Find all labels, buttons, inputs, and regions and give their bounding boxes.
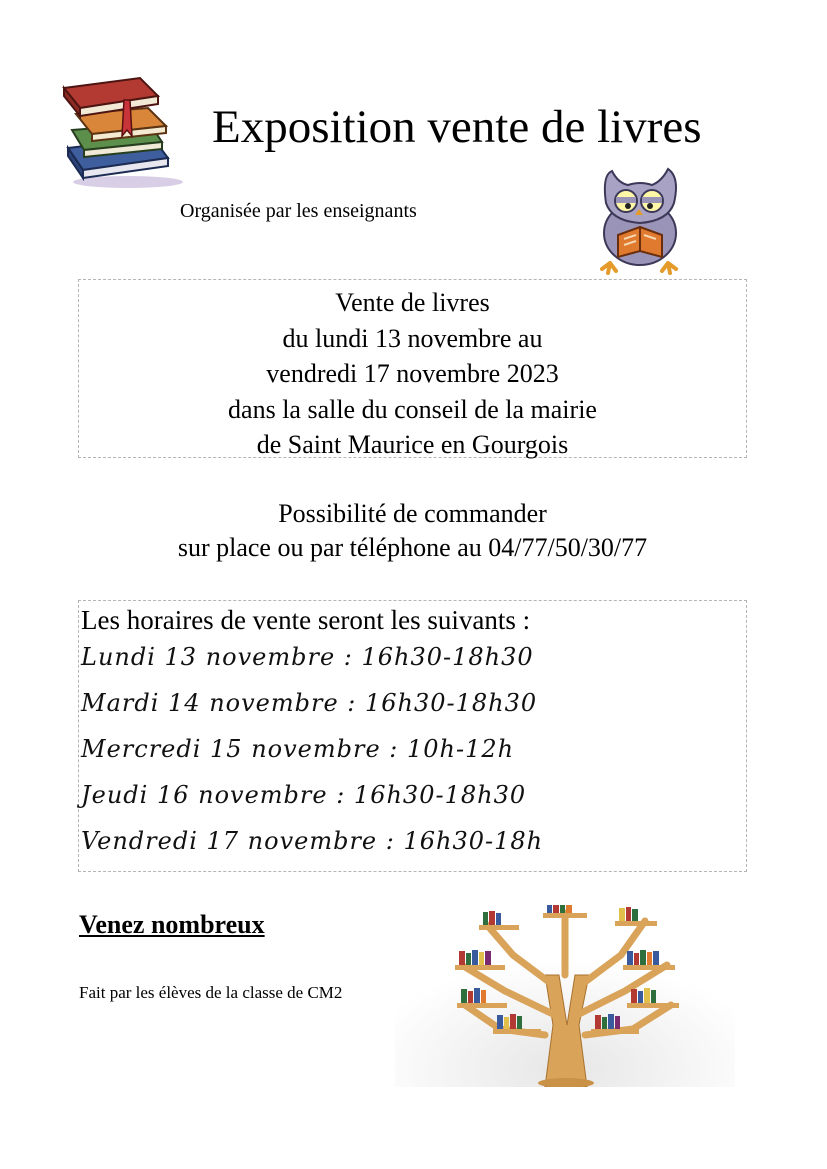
owl-reading-icon xyxy=(588,165,696,277)
sale-info-box xyxy=(78,279,747,458)
order-phone-line: sur place ou par téléphone au 04/77/50/30/77 xyxy=(177,533,648,562)
schedule-row: Lundi 13 novembre : 16h30-18h30 xyxy=(81,643,534,671)
order-info xyxy=(78,497,747,565)
schedule-row: Jeudi 16 novembre : 16h30-18h30 xyxy=(81,781,527,809)
book-tree-icon xyxy=(395,905,735,1087)
sale-line: Vente de livres xyxy=(335,288,490,317)
books-stack-icon xyxy=(58,70,188,190)
sale-line: vendredi 17 novembre 2023 xyxy=(266,359,559,388)
page-subtitle: Organisée par les enseignants xyxy=(180,200,417,222)
schedule-row: Vendredi 17 novembre : 16h30-18h xyxy=(81,827,544,855)
sale-line: de Saint Maurice en Gourgois xyxy=(256,430,569,459)
order-line: Possibilité de commander xyxy=(278,499,547,528)
credit-text: Fait par les élèves de la classe de CM2 xyxy=(79,983,343,1002)
schedule-box xyxy=(78,600,747,872)
call-to-action: Venez nombreux xyxy=(79,910,265,939)
schedule-heading: Les horaires de vente seront les suivants : xyxy=(81,605,531,635)
page-title: Exposition vente de livres xyxy=(212,101,702,153)
schedule-row: Mardi 14 novembre : 16h30-18h30 xyxy=(81,689,538,717)
sale-line: dans la salle du conseil de la mairie xyxy=(228,394,597,424)
sale-line: du lundi 13 novembre au xyxy=(282,323,543,353)
schedule-row: Mercredi 15 novembre : 10h-12h xyxy=(81,735,515,763)
